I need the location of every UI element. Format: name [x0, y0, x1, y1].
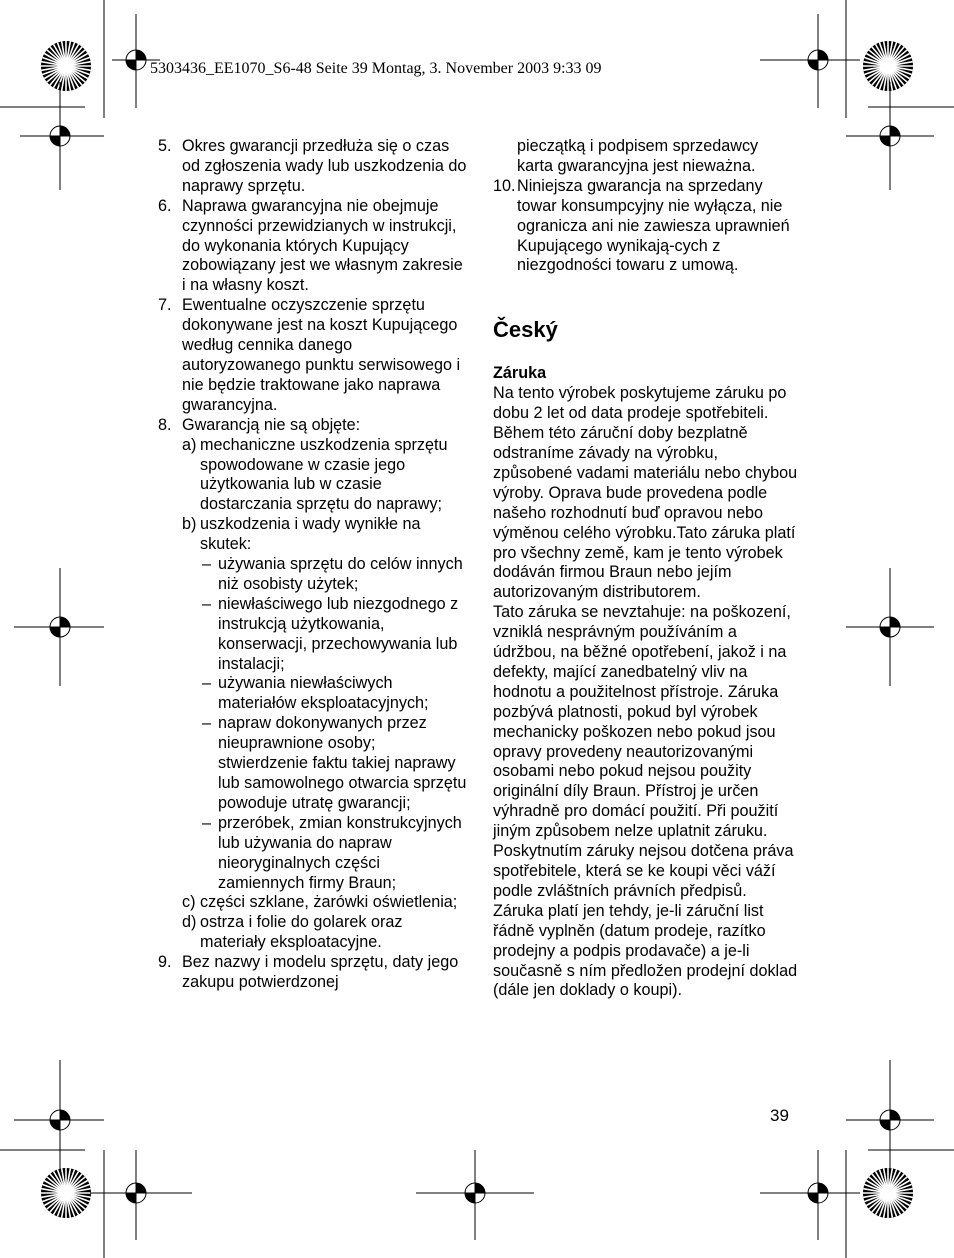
- left-column: [158, 137, 468, 993]
- dash-item: [200, 555, 468, 595]
- list-item: [158, 137, 468, 197]
- sub-item: [182, 436, 468, 516]
- list-item: [158, 296, 468, 415]
- dash-label: –: [202, 594, 212, 613]
- sub-text: ostrza i folie do golarek oraz materiały eksploatacyjne.: [200, 913, 403, 952]
- dash-label: –: [202, 674, 212, 693]
- sub-label: b): [182, 515, 197, 534]
- item-number: 6.: [158, 196, 172, 215]
- print-slug: 5303436_EE1070_S6-48 Seite 39 Montag, 3. November 2003 9:33 09: [150, 60, 602, 77]
- sub-text: części szklane, żarówki oświetlenia;: [200, 893, 458, 912]
- item-text: Ewentualne oczyszczenie sprzętu dokonywane jest na koszt Kupującego według cennika danego autoryzowanego punktu serwisowego i nie będzie traktowane jako naprawa gwarancyjna.: [182, 296, 461, 414]
- item-text: Niniejsza gwarancja na sprzedany towar konsumpcyjny nie wyłącza, nie ogranicza ani nie zawiesza uprawnień Kupującego wynikają-cych z niezgodności towaru z umową.: [517, 176, 790, 275]
- sub-item: [182, 893, 468, 913]
- item-number: 7.: [158, 296, 172, 315]
- sub-label: d): [182, 913, 197, 932]
- dash-text: używania sprzętu do celów innych niż osobisty użytek;: [218, 555, 463, 593]
- dash-item: [200, 674, 468, 714]
- list-item: [158, 197, 468, 297]
- item-number: 8.: [158, 415, 172, 434]
- item-number: 10.: [493, 176, 516, 195]
- section-subheading: Záruka: [493, 364, 547, 383]
- list-item: [158, 416, 468, 953]
- page-number: 39: [770, 1106, 789, 1125]
- sub-text: uszkodzenia i wady wynikłe na skutek:: [200, 515, 421, 554]
- dash-item: [200, 814, 468, 894]
- list-item: [158, 953, 468, 993]
- section-heading: Český: [493, 317, 558, 343]
- sub-item: [182, 913, 468, 953]
- item-text: Gwarancją nie są objęte:: [182, 415, 361, 434]
- item-number: 9.: [158, 953, 172, 972]
- dash-item: [200, 595, 468, 675]
- right-column: [493, 137, 798, 1001]
- paragraph: Tato záruka se nevztahuje: na poškození, vzniklá nesprávným používáním a údržbou, na běžné opotřebení, jakož i na defekty, mající zanedbatelný vliv na hodnotu a použitelnost přístroje. Záruka pozbývá platnosti, pokud byl výrobek mechanicky poškozen nebo pokud jsou opravy provedeny neautorizovanými osobami nebo pokud nejsou použity originální díly Braun. Přístroj je určen výhradně pro domácí použití. Při použití jiným způsobem nelze uplatnit záruku. Poskytnutím záruky nejsou dotčena práva spotřebitele, která se ke koupi věci váží podle zvláštních právních předpisů.: [493, 603, 794, 900]
- dash-label: –: [202, 714, 212, 733]
- dash-text: niewłaściwego lub niezgodnego z instrukcją użytkowania, konserwacji, przechowywania lub instalacji;: [218, 594, 459, 673]
- item-text: Okres gwarancji przedłuża się o czas od zgłoszenia wady lub uszkodzenia do naprawy sprzętu.: [182, 137, 467, 195]
- item-number: 5.: [158, 137, 172, 155]
- list-item-continuation: pieczątką i podpisem sprzedawcy karta gwarancyjna jest nieważna.: [517, 137, 759, 175]
- sub-label: a): [182, 435, 197, 454]
- item-text: Naprawa gwarancyjna nie obejmuje czynności przewidzianych w instrukcji, do wykonania których Kupujący zobowiązany jest we własnym zakresie i na własny koszt.: [182, 196, 463, 295]
- sub-item: [182, 515, 468, 893]
- dash-item: [200, 714, 468, 814]
- paragraph: Záruka platí jen tehdy, je-li záruční list řádně vyplněn (datum prodeje, razítko prodejny a podpis prodavače) a je-li současně s ním předložen prodejní doklad (dále jen doklady o koupi).: [493, 901, 798, 1000]
- dash-text: przeróbek, zmian konstrukcyjnych lub używania do napraw nieoryginalnych części zamiennych firmy Braun;: [218, 813, 462, 892]
- sub-label: c): [182, 893, 196, 912]
- item-text: Bez nazwy i modelu sprzętu, daty jego zakupu potwierdzonej: [182, 953, 459, 992]
- paragraph: Na tento výrobek poskytujeme záruku po dobu 2 let od data prodeje spotřebiteli. Během této záruční doby bezplatně odstraníme závady na výrobku, způsobené vadami materiálu nebo chybou výroby. Oprava bude provedena podle našeho rozhodnutí buď opravou nebo výměnou celého výrobku.Tato záruka platí pro všechny země, kam je tento výrobek dodáván firmou Braun nebo jejím autorizovaným distributorem.: [493, 384, 798, 602]
- sub-text: mechaniczne uszkodzenia sprzętu spowodowane w czasie jego użytkowania lub w czasie dostarczania sprzętu do naprawy;: [200, 435, 448, 514]
- dash-label: –: [202, 813, 212, 832]
- list-item: [493, 177, 798, 277]
- dash-text: używania niewłaściwych materiałów eksploatacyjnych;: [218, 674, 429, 713]
- dash-label: –: [202, 555, 212, 574]
- dash-text: napraw dokonywanych przez nieuprawnione osoby; stwierdzenie faktu takiej naprawy lub samowolnego otwarcia sprzętu powoduje utratę gwarancji;: [218, 714, 467, 812]
